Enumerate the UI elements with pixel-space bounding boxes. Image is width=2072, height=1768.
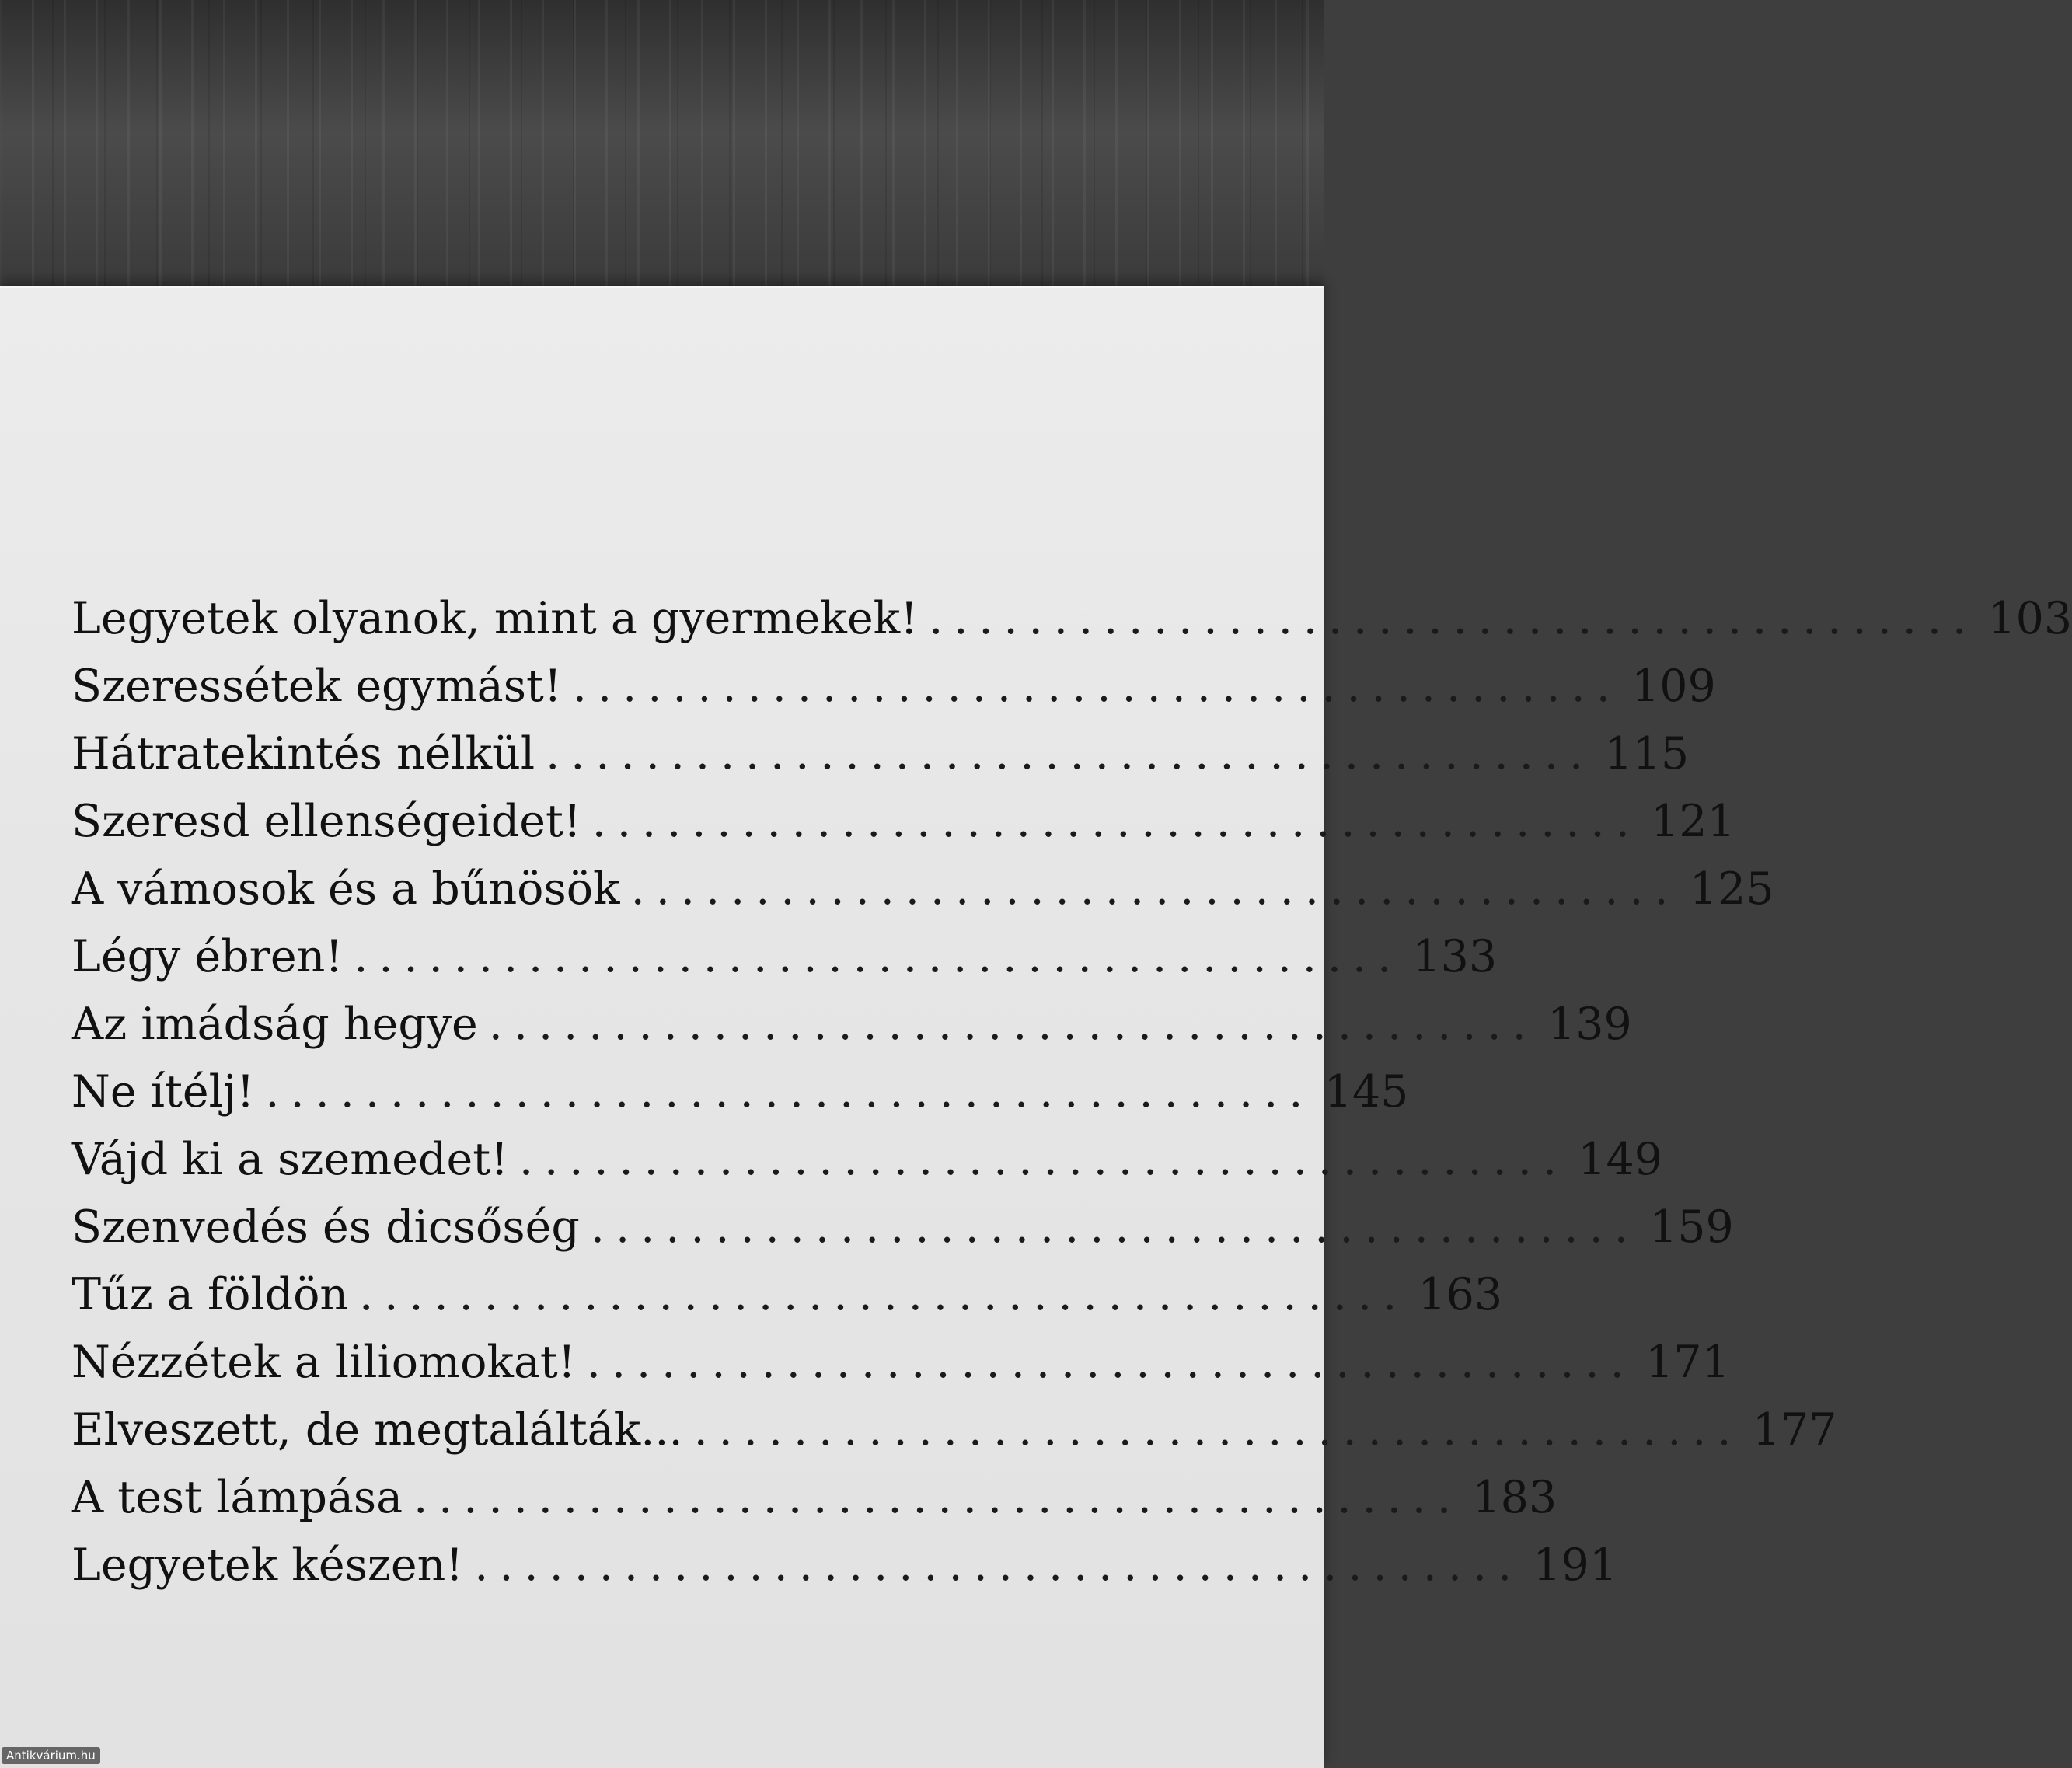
toc-dot-leader: .......................................... — [586, 1337, 1635, 1388]
toc-entry — [72, 653, 1716, 720]
toc-entry-page: 109 — [1631, 661, 1716, 712]
toc-dot-leader: .......................................... — [591, 796, 1641, 847]
toc-dot-leader: .......................................... — [265, 1066, 1314, 1118]
toc-dot-leader: .......................................... — [359, 1269, 1408, 1320]
toc-dot-leader: .......................................... — [693, 1404, 1742, 1456]
toc-entry-page: 191 — [1533, 1540, 1618, 1591]
toc-dot-leader: .......................................... — [546, 728, 1595, 779]
toc-entry-page: 115 — [1604, 728, 1690, 779]
toc-entry — [72, 1261, 1503, 1329]
watermark-label: Antikvárium.hu — [2, 1747, 100, 1764]
toc-entry-title: A test lámpása — [72, 1472, 403, 1523]
toc-entry — [72, 1397, 1837, 1464]
background-surface — [0, 0, 1324, 295]
toc-entry-page: 177 — [1752, 1404, 1837, 1456]
toc-dot-leader: .......................................... — [413, 1472, 1463, 1523]
toc-entry-title: Légy ébren! — [72, 931, 344, 982]
toc-entry-page: 145 — [1324, 1066, 1409, 1118]
toc-entry — [72, 991, 1632, 1058]
toc-dot-leader: .......................................... — [488, 999, 1537, 1050]
toc-entry-title: Vájd ki a szemedet! — [72, 1134, 509, 1185]
toc-dot-leader: .......................................... — [929, 593, 1978, 644]
toc-entry-page: 159 — [1649, 1201, 1734, 1253]
toc-entry — [72, 923, 1498, 991]
toc-entry-title: Elveszett, de megtalálták... — [72, 1404, 683, 1456]
toc-entry-page: 103 — [1987, 593, 2072, 644]
toc-dot-leader: .......................................... — [474, 1540, 1523, 1591]
toc-entry — [72, 1126, 1662, 1194]
toc-entry-page: 133 — [1412, 931, 1498, 982]
toc-entry — [72, 1329, 1730, 1397]
toc-dot-leader: .......................................... — [590, 1201, 1639, 1253]
toc-entry — [72, 720, 1690, 788]
toc-entry — [72, 1532, 1618, 1599]
toc-entry — [72, 1058, 1409, 1126]
toc-dot-leader: .......................................... — [572, 661, 1621, 712]
book-page — [0, 286, 2072, 1768]
table-of-contents — [72, 585, 2072, 1599]
toc-dot-leader: .......................................... — [354, 931, 1403, 982]
toc-entry-page: 149 — [1578, 1134, 1662, 1185]
toc-entry-title: Nézzétek a liliomokat! — [72, 1337, 576, 1388]
toc-entry-title: Tűz a földön — [72, 1269, 349, 1320]
toc-entry-page: 171 — [1645, 1337, 1730, 1388]
toc-entry-title: Legyetek készen! — [72, 1540, 464, 1591]
toc-entry — [72, 585, 2072, 653]
toc-entry — [72, 1464, 1557, 1532]
toc-dot-leader: .......................................... — [630, 863, 1680, 915]
toc-entry-page: 121 — [1650, 796, 1735, 847]
toc-entry-title: Szeresd ellenségeidet! — [72, 796, 581, 847]
toc-entry — [72, 1194, 1734, 1261]
toc-entry-title: Szenvedés és dicsőség — [72, 1201, 580, 1253]
toc-entry — [72, 788, 1735, 856]
toc-entry-title: Szeressétek egymást! — [72, 661, 562, 712]
toc-entry-page: 125 — [1689, 863, 1774, 915]
toc-entry — [72, 856, 1774, 923]
toc-entry-title: Az imádság hegye — [72, 999, 478, 1050]
toc-dot-leader: .......................................... — [519, 1134, 1568, 1185]
toc-entry-title: Legyetek olyanok, mint a gyermekek! — [72, 593, 919, 644]
toc-entry-title: A vámosok és a bűnösök — [72, 863, 620, 915]
toc-entry-page: 163 — [1418, 1269, 1503, 1320]
toc-entry-page: 183 — [1472, 1472, 1557, 1523]
toc-entry-title: Hátratekintés nélkül — [72, 728, 535, 779]
toc-entry-title: Ne ítélj! — [72, 1066, 255, 1118]
toc-entry-page: 139 — [1547, 999, 1632, 1050]
